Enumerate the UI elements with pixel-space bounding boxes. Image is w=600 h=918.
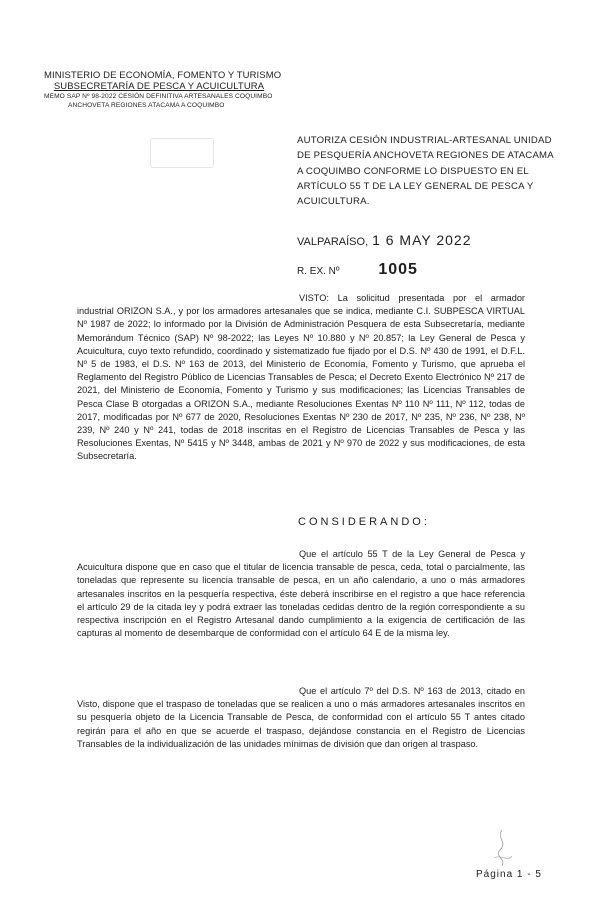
considerando-paragraph-2: Que el artículo 7º del D.S. Nº 163 de 2013, citado en Visto, dispone que el traspaso de toneladas que se realicen a uno o más armadores artesanales inscritos en su pesquería objeto de la Licencia Transable de Pesca, de conformidad con el artículo 55 T antes citado regirán para el año en que se acuerde el traspaso, dejándose constancia en el Registro de Licencias Transables de la individualización de las unidades mínimas de división que dan origen al traspaso. <box>77 686 525 749</box>
considerando-heading: CONSIDERANDO: <box>298 516 430 528</box>
resolution-number-line <box>297 261 418 279</box>
initials-mark-icon <box>490 828 516 870</box>
considerando-paragraph-1: Que el artículo 55 T de la Ley General de Pesca y Acuicultura dispone que en caso que el titular de licencia transable de pesca, ceda, total o parcialmente, las toneladas que represente su licencia transable de pesca, en un año calendario, a uno o más armadores artesanales inscritos en la pesquería respectiva, éste deberá inscribirse en el registro a que hace referencia el artículo 29 de la citada ley y podrá extraer las toneladas cedidas dentro de la región correspondiente a su respectiva inscripción en el Registro Artesanal dando cumplimiento a la exigencia de certificación de las capturas al momento de desembarque de conformidad con el artículo 64 E de la misma ley. <box>77 549 525 639</box>
visto-label: VISTO: <box>299 293 329 303</box>
dateline <box>297 232 472 248</box>
dateline-city: VALPARAÍSO, <box>297 236 369 248</box>
visto-text: La solicitud presentada por el armador industrial ORIZON S.A., y por los armadores artesanales que se indica, mediante C.I. SUBPESCA VIRTUAL Nº 1987 de 2022; lo informado por la División de Administración Pesquera de esta Subsecretaría, mediante Memorándum Técnico (SAP) Nº 98-2022; las Leyes Nº 10.880 y Nº 20.857; la Ley General de Pesca y Acuicultura, cuyo texto refundido, coordinado y sistematizado fue fijado por el D.S. Nº 430 de 1991, el D.F.L. Nº 5 de 1983, el D.S. Nº 163 de 2013, del Ministerio de Economía, Fomento y Turismo, que aprueba el Reglamento del Registro Público de Licencias Transables de Pesca; el Decreto Exento Electrónico Nº 217 de 2021, del Ministerio de Economía, Fomento y Turismo y sus modificaciones; las Licencias Transables de Pesca Clase B otorgadas a ORIZON S.A., mediante Resoluciones Exentas Nº 110 Nº 111, Nº 112, todas de 2017, modificadas por Nº 677 de 2020, Resoluciones Exentas Nº 230 de 2017, Nº 235, Nº 236, Nº 238, Nº 239, Nº 240 y Nº 241, todas de 2018 inscritas en el Registro de Licencias Transables de Pesca y las Resoluciones Exentas, Nº 5415 y Nº 3448, ambas de 2021 y Nº 970 de 2022 y sus modificaciones, de esta Subsecretaría. <box>77 293 525 462</box>
letterhead <box>44 70 282 110</box>
memo-reference-line2: ANCHOVETA REGIONES ATACAMA A COQUIMBO <box>68 102 225 109</box>
page-number: Página 1 - 5 <box>476 869 542 880</box>
faint-stamp <box>150 138 214 168</box>
resolution-number: 1005 <box>378 261 418 278</box>
resolution-label: R. EX. Nº <box>297 266 340 277</box>
ministry-name: MINISTERIO DE ECONOMÍA, FOMENTO Y TURISMO <box>44 70 282 81</box>
visto-paragraph <box>77 292 525 464</box>
resolution-title: AUTORIZA CESIÓN INDUSTRIAL-ARTESANAL UNIDAD DE PESQUERÍA ANCHOVETA REGIONES DE ATACAMA A COQUIMBO CONFORME LO DISPUESTO EN EL ARTÍCULO 55 T DE LA LEY GENERAL DE PESCA Y ACUICULTURA. <box>297 135 554 208</box>
memo-reference: MEMO SAP Nº 98-2022 CESIÓN DEFINITIVA ARTESANALES COQUIMBO <box>44 93 273 100</box>
subsecretaria-name: SUBSECRETARÍA DE PESCA Y ACUICULTURA <box>53 81 265 92</box>
dateline-date: 1 6 MAY 2022 <box>372 232 472 248</box>
